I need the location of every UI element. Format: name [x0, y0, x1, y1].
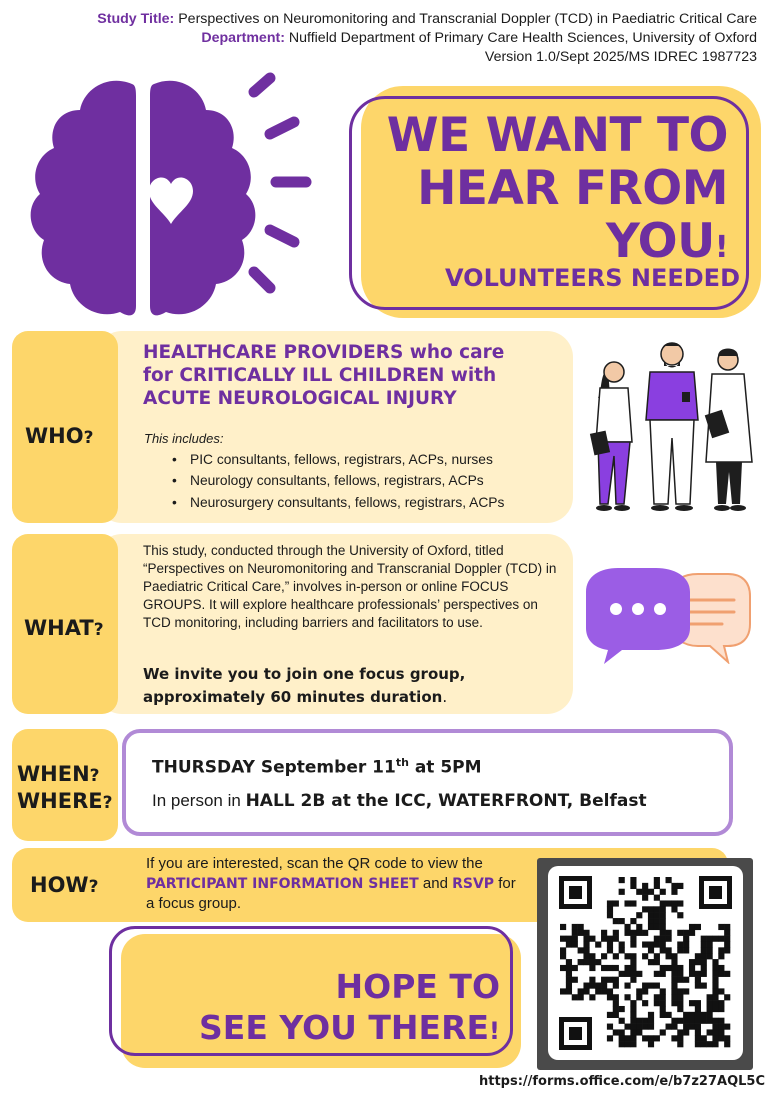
study-header — [17, 10, 757, 67]
where-label — [17, 789, 112, 816]
hope-exclaim: ! — [489, 1017, 500, 1045]
where-label-text: WHERE — [17, 789, 103, 813]
qr-card — [548, 866, 743, 1060]
what-invite-end: . — [442, 688, 448, 706]
hero-line-1: WE WANT TO — [386, 108, 728, 163]
hope-line-1: HOPE TO — [335, 967, 500, 1006]
when-label — [17, 762, 112, 789]
brain-heart-icon — [14, 66, 314, 336]
list-item: • PIC consultants, fellows, registrars, ACPs, nurses — [172, 450, 504, 471]
list-item: • Neurosurgery consultants, fellows, registrars, ACPs — [172, 493, 504, 514]
event-location — [152, 791, 647, 811]
what-label-text: WHAT — [24, 616, 94, 640]
who-heading — [143, 341, 543, 410]
who-includes: This includes: — [144, 431, 224, 446]
when-label-text: WHEN — [17, 762, 90, 786]
what-invite-line-1: We invite you to join one focus group, — [143, 665, 466, 683]
event-location-prefix: In person in — [152, 791, 246, 810]
hero-exclaim: ! — [714, 230, 728, 265]
when-where-label — [17, 762, 112, 816]
how-text-3: for a focus group. — [146, 875, 516, 912]
how-label-text: HOW — [30, 873, 89, 897]
version-line: Version 1.0/Sept 2025/MS IDREC 1987723 — [484, 49, 757, 65]
hero-frame — [349, 96, 749, 310]
when-label-q: ? — [89, 766, 100, 786]
participant-info-sheet-text: PARTICIPANT INFORMATION SHEET — [146, 876, 419, 892]
event-date-main: THURSDAY September 11 — [152, 757, 396, 778]
who-heading-line-2: for CRITICALLY ILL CHILDREN with — [143, 365, 497, 386]
what-label — [24, 616, 104, 640]
what-description: This study, conducted through the University of Oxford, titled “Perspectives on Neuromonitoring and Transcranial Doppler (TCD) in Paediatric Critical Care,” involves in-person or online FOCUS GROUPS. It will explore healthcare professionals’ perspectives on TCD monitoring, including barriers and facilitators to use. — [143, 543, 557, 630]
what-invite-line-2 — [143, 686, 563, 709]
rsvp-text: RSVP — [452, 876, 495, 892]
list-item: • Neurology consultants, fellows, registrars, ACPs — [172, 471, 504, 492]
department-line — [17, 29, 757, 48]
event-date — [152, 756, 482, 778]
who-heading-line-3: ACUTE NEUROLOGICAL INJURY — [143, 388, 457, 409]
department-label: Department: — [201, 30, 285, 46]
hope-message — [150, 966, 500, 1052]
what-invite-duration: approximately 60 minutes duration — [143, 688, 443, 706]
form-url[interactable]: https://forms.office.com/e/b7z27AQL5C — [478, 1074, 765, 1089]
volunteers-needed: VOLUNTEERS NEEDED — [445, 264, 740, 292]
event-time: at 5PM — [408, 757, 482, 778]
where-label-q: ? — [102, 793, 113, 813]
how-text-2: and — [418, 875, 453, 892]
study-title-line — [17, 10, 757, 29]
how-instructions — [146, 854, 526, 914]
who-label — [25, 424, 93, 448]
how-text-1: If you are interested, scan the QR code to view the — [146, 855, 483, 872]
hero-you: YOU — [605, 214, 715, 269]
chat-bubbles-icon — [582, 564, 752, 664]
who-list — [172, 450, 504, 514]
department: Nuffield Department of Primary Care Health Sciences, University of Oxford — [288, 30, 757, 46]
study-title: Perspectives on Neuromonitoring and Transcranial Doppler (TCD) in Paediatric Critical Care — [178, 11, 757, 27]
hope-line-2 — [150, 1007, 500, 1052]
qr-code-icon[interactable] — [548, 866, 743, 1060]
when-box — [122, 729, 733, 836]
event-date-sup: th — [395, 756, 409, 769]
what-label-q: ? — [93, 620, 104, 640]
how-label — [30, 873, 98, 897]
study-title-label: Study Title: — [97, 11, 175, 27]
clinicians-illustration — [580, 338, 760, 513]
how-label-q: ? — [88, 877, 99, 897]
what-invite — [143, 663, 563, 709]
who-heading-line-1: HEALTHCARE PROVIDERS who care — [143, 342, 505, 363]
hero-line-2: HEAR FROM — [417, 161, 728, 216]
event-venue: HALL 2B at the ICC, WATERFRONT, Belfast — [245, 791, 647, 811]
who-label-q: ? — [83, 428, 94, 448]
hope-line-2-text: SEE YOU THERE — [199, 1008, 490, 1047]
who-label-text: WHO — [25, 424, 84, 448]
hero-title — [387, 109, 728, 274]
